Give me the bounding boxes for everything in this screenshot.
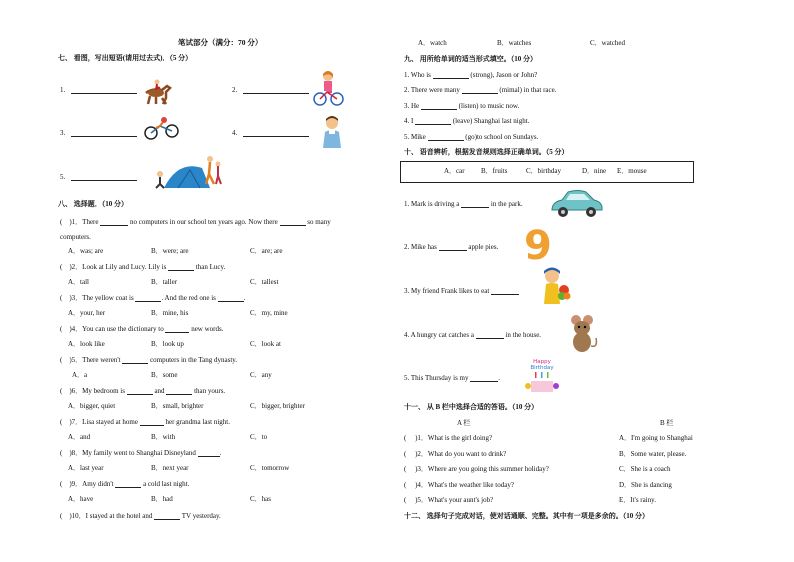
s8-q2-option-a: A．tall — [68, 278, 89, 286]
s10-item-3: 3. My friend Frank likes to eat — [404, 287, 519, 295]
s8-question-7: ( )7．Lisa stayed at home her grandma last night. — [60, 418, 231, 426]
s8-q5-option-c: C．any — [250, 371, 272, 379]
s11-row-1-answer: A．I'm going to Shanghai — [619, 434, 693, 442]
s8-question-10: ( )10．I stayed at the hotel and TV yesterday. — [60, 512, 221, 520]
s8-q1-option-c: C．are; are — [250, 247, 283, 255]
s8-q2-option-c: C．tallest — [250, 278, 279, 286]
s11-row-3-question: ( )3．Where are you going this summer holiday? — [404, 465, 549, 473]
s11-row-2-answer: B．Some water, please. — [619, 450, 687, 458]
s8-q7-option-b: B．with — [151, 433, 176, 441]
s11-row-5-answer: E．It's rainy. — [619, 496, 656, 504]
s11-row-3-answer: C．She is a coach — [619, 465, 671, 473]
s7-item-5: 5. — [60, 173, 137, 181]
section-8-heading: 八、 选择题．（10 分） — [58, 200, 128, 208]
prev-option-a: A．watch — [418, 39, 447, 47]
s8-q5-option-a: A．a — [72, 371, 88, 379]
s11-row-4-question: ( )4．What's the weather like today? — [404, 481, 514, 489]
s10-item-2: 2. Mike has apple pies. — [404, 243, 499, 251]
bmx-rider-image — [142, 116, 182, 142]
s7-item-3: 3. — [60, 129, 137, 137]
s11-row-5-question: ( )5．What's your aunt's job? — [404, 496, 494, 504]
mouse-image — [566, 314, 598, 354]
s7-item-1: 1. — [60, 86, 137, 94]
column-a-label: A 栏 — [457, 419, 471, 427]
section-9-heading: 九、 用所给单词的适当形式填空。（10 分） — [404, 55, 537, 63]
s8-question-6: ( )6．My bedroom is and than yours. — [60, 387, 226, 395]
s8-question-1-cont: computers. — [60, 233, 91, 241]
word-bank-b: B．fruits — [481, 167, 508, 175]
word-bank-c: C．birthday — [526, 167, 561, 175]
s8-q2-option-b: B．taller — [151, 278, 178, 286]
s10-item-5: 5. This Thursday is my . — [404, 374, 500, 382]
number-nine-image: 9 — [524, 223, 552, 269]
s8-question-2: ( )2．Look at Lily and Lucy. Lily is than Lucy. — [60, 263, 226, 271]
prev-option-b: B．watches — [497, 39, 532, 47]
word-bank-d: D．nine — [582, 167, 607, 175]
cake-text-birthday: Birthday — [530, 365, 554, 371]
section-10-heading: 十、 语音辨析，根据发音规则选择正确单词。（5 分） — [404, 148, 569, 156]
word-bank-e: E．mouse — [617, 167, 647, 175]
s9-item-5: 5. Mike (go)to school on Sundays. — [404, 133, 539, 141]
section-11-heading: 十一、 从 B 栏中选择合适的答语。（10 分） — [404, 403, 539, 411]
s9-item-4: 4. I (leave) Shanghai last night. — [404, 117, 530, 125]
birthday-cake-image — [525, 356, 559, 396]
s7-item-2: 2. — [232, 86, 309, 94]
word-bank-a: A．car — [444, 167, 465, 175]
s8-question-8: ( )8．My family went to Shanghai Disneyland . — [60, 449, 222, 457]
s8-question-5: ( )5．There weren't computers in the Tang dynasty. — [60, 356, 238, 364]
s8-q9-option-c: C．has — [250, 495, 271, 503]
s11-row-1-question: ( )1．What is the girl doing? — [404, 434, 493, 442]
s8-q8-option-c: C．tomorrow — [250, 464, 290, 472]
s9-item-3: 3. He (listen) to music now. — [404, 102, 520, 110]
s8-q7-option-c: C．to — [250, 433, 268, 441]
girl-cycling-image — [312, 68, 344, 108]
s8-q9-option-b: B．had — [151, 495, 173, 503]
section-12-heading: 十二、 选择句子完成对话，使对话通顺、完整。其中有一项是多余的。（10 分） — [404, 512, 649, 520]
s8-question-1: ( )1．There no computers in our school ten years ago. Now there so many — [60, 218, 331, 226]
section-7-heading: 七、 看图，写出短语(请用过去式)．（5 分） — [58, 54, 193, 62]
s8-q1-option-b: B．were; are — [151, 247, 189, 255]
s8-q4-option-c: C．look at — [250, 340, 281, 348]
prev-option-c: C．watched — [590, 39, 625, 47]
s8-q4-option-b: B．look up — [151, 340, 184, 348]
s11-row-2-question: ( )2．What do you want to drink? — [404, 450, 507, 458]
s7-item-4: 4. — [232, 129, 309, 137]
boy-portrait-image — [320, 114, 344, 148]
s8-q6-option-c: C．bigger, brighter — [250, 402, 305, 410]
s8-question-4: ( )4．You can use the dictionary to new words. — [60, 325, 224, 333]
s8-q4-option-a: A．look like — [68, 340, 105, 348]
s11-row-4-answer: D．She is dancing — [619, 481, 672, 489]
s8-q8-option-b: B．next year — [151, 464, 189, 472]
s8-q6-option-a: A．bigger, quiet — [68, 402, 116, 410]
s8-q3-option-b: B．mine, his — [151, 309, 189, 317]
s8-q3-option-c: C．my, mine — [250, 309, 288, 317]
s8-question-3: ( )3．The yellow coat is . And the red one is . — [60, 294, 246, 302]
s9-item-1: 1. Who is (strong), Jason or John? — [404, 71, 538, 79]
s8-q5-option-b: B．some — [151, 371, 178, 379]
cake-text-happy: Happy — [533, 359, 551, 365]
s10-item-4: 4. A hungry cat catches a in the house. — [404, 331, 542, 339]
s8-q3-option-a: A．your, her — [68, 309, 106, 317]
s8-q6-option-b: B．small, brighter — [151, 402, 204, 410]
s10-item-1: 1. Mark is driving a in the park. — [404, 200, 523, 208]
s8-q7-option-a: A．and — [68, 433, 91, 441]
s8-question-9: ( )9．Amy didn't a cold last night. — [60, 480, 190, 488]
s9-item-2: 2. There were many (mimal) in that race. — [404, 86, 557, 94]
s8-q8-option-a: A．last year — [68, 464, 104, 472]
s8-q1-option-a: A．was; are — [68, 247, 104, 255]
camping-image — [152, 154, 226, 192]
boy-with-fruits-image — [538, 266, 572, 306]
car-image — [548, 188, 606, 220]
horse-riding-image — [142, 78, 174, 106]
exam-part-title: 笔试部分（满分：70 分） — [178, 38, 263, 47]
s8-q9-option-a: A．have — [68, 495, 94, 503]
column-b-label: B 栏 — [660, 419, 674, 427]
